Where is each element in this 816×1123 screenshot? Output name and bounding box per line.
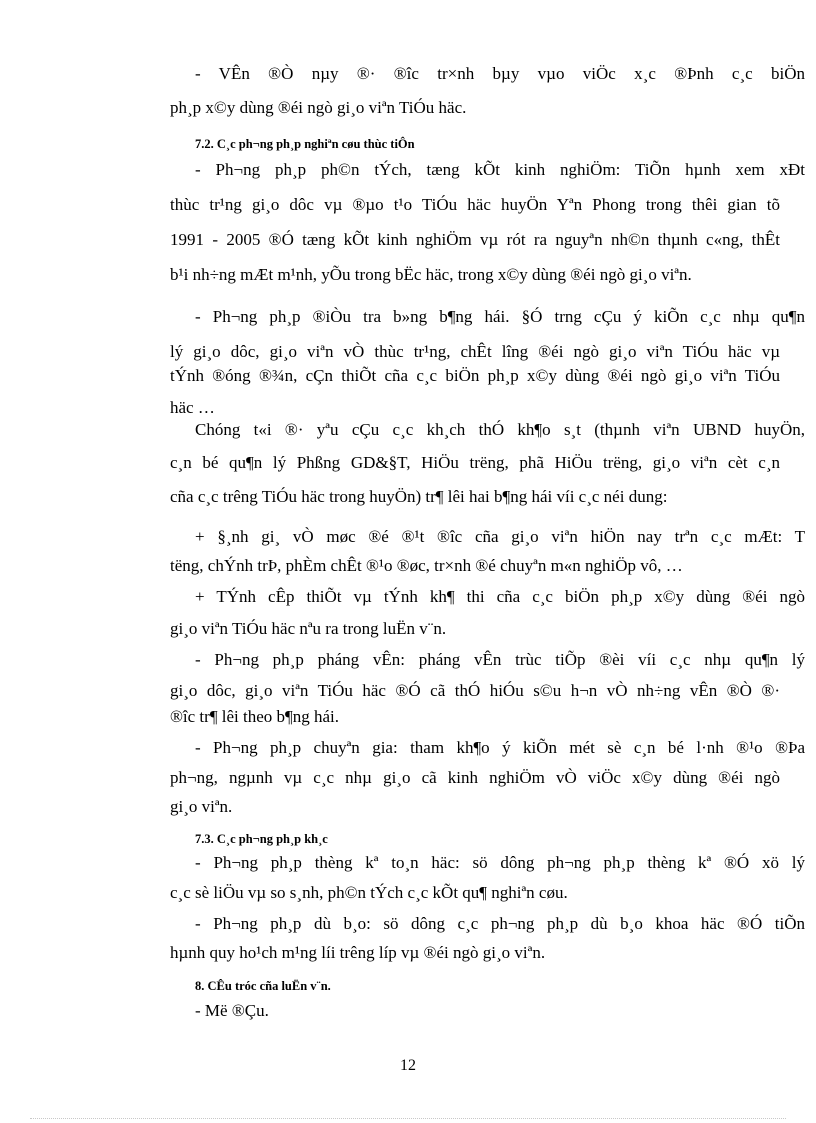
text-line: ph¬ng, ngµnh vµ c¸c nhµ gi¸o cã kinh nghiÖm vÒ viÖc x©y dùng ®éi ngò [170,768,780,787]
text-line: c¸c sè liÖu vµ so s¸nh, ph©n tÝch c¸c kÕt qu¶ nghiªn cøu. [170,883,568,902]
text-line: - Ph¬ng ph¸p pháng vÊn: pháng vÊn trùc tiÕp ®èi víi c¸c nhµ qu¶n lý [195,650,805,669]
text-line: gi¸o viªn. [170,797,233,816]
text-line: - VÊn ®Ò nµy ®· ®îc tr×nh bµy vµo viÖc x¸c ®Þnh c¸c biÖn [195,64,805,83]
text-line: cña c¸c trêng TiÓu häc trong huyÖn) tr¶ lêi hai b¶ng hái víi c¸c néi dung: [170,487,668,506]
text-line: + TÝnh cÊp thiÕt vµ tÝnh kh¶ thi cña c¸c biÖn ph¸p x©y dùng ®éi ngò [195,587,805,606]
text-line: - Ph¬ng ph¸p ph©n tÝch, tæng kÕt kinh nghiÖm: TiÕn hµnh xem xÐt [195,160,805,179]
text-line: - Ph¬ng ph¸p thèng kª to¸n häc: sö dông ph¬ng ph¸p thèng kª ®Ó xö lý [195,853,805,872]
section-heading-7-2: 7.2. C¸c ph¬ng ph¸p nghiªn cøu thùc tiÔn [195,137,415,151]
text-line: b¹i nh÷ng mÆt m¹nh, yÕu trong bËc häc, trong x©y dùng ®éi ngò gi¸o viªn. [170,265,692,284]
text-line: hµnh quy ho¹ch m¹ng líi trêng líp vµ ®éi ngò gi¸o viªn. [170,943,546,962]
text-line: - Ph¬ng ph¸p chuyªn gia: tham kh¶o ý kiÕn mét sè c¸n bé l·nh ®¹o ®Þa [195,738,805,757]
text-line: gi¸o viªn TiÓu häc nªu ra trong luËn v¨n. [170,619,447,638]
text-line: ph¸p x©y dùng ®éi ngò gi¸o viªn TiÓu häc. [170,98,467,117]
text-line: - Ph¬ng ph¸p dù b¸o: sö dông c¸c ph¬ng ph¸p dù b¸o khoa häc ®Ó tiÕn [195,914,805,933]
section-heading-8: 8. CÊu tróc cña luËn v¨n. [195,979,331,993]
text-line: ®îc tr¶ lêi theo b¶ng hái. [170,707,340,726]
page-number: 12 [400,1057,416,1074]
text-line: häc … [170,398,215,417]
text-line: + §¸nh gi¸ vÒ møc ®é ®¹t ®îc cña gi¸o viªn hiÖn nay trªn c¸c mÆt: T [195,527,805,546]
text-line: lý gi¸o dôc, gi¸o viªn vÒ thùc tr¹ng, chÊt lîng ®éi ngò gi¸o viªn TiÓu häc vµ [170,342,780,361]
text-line: tÝnh ®óng ®¾n, cÇn thiÕt cña c¸c biÖn ph¸p x©y dùng ®éi ngò gi¸o viªn TiÓu [170,366,780,385]
text-line: 1991 - 2005 ®Ó tæng kÕt kinh nghiÖm vµ rót ra nguyªn nh©n thµnh c«ng, thÊt [170,230,780,249]
text-line: - Më ®Çu. [195,1001,269,1020]
section-heading-7-3: 7.3. C¸c ph¬ng ph¸p kh¸c [195,832,328,846]
text-line: thùc tr¹ng gi¸o dôc vµ ®µo t¹o TiÓu häc huyÖn Yªn Phong trong thêi gian tõ [170,195,780,214]
text-line: c¸n bé qu¶n lý Phßng GD&§T, HiÖu trëng, phã HiÖu trëng, gi¸o viªn cèt c¸n [170,453,780,472]
text-line: - Ph¬ng ph¸p ®iÒu tra b»ng b¶ng hái. §Ó trng cÇu ý kiÕn c¸c nhµ qu¶n [195,307,805,326]
footer-divider [30,1118,786,1119]
text-line: tëng, chÝnh trÞ, phÈm chÊt ®¹o ®øc, tr×nh ®é chuyªn m«n nghiÖp vô, … [170,556,683,575]
text-line: gi¸o dôc, gi¸o viªn TiÓu häc ®Ó cã thÓ hiÓu s©u h¬n vÒ nh÷ng vÊn ®Ò ®· [170,681,780,700]
text-line: Chóng t«i ®· yªu cÇu c¸c kh¸ch thÓ kh¶o s¸t (thµnh viªn UBND huyÖn, [195,420,805,439]
